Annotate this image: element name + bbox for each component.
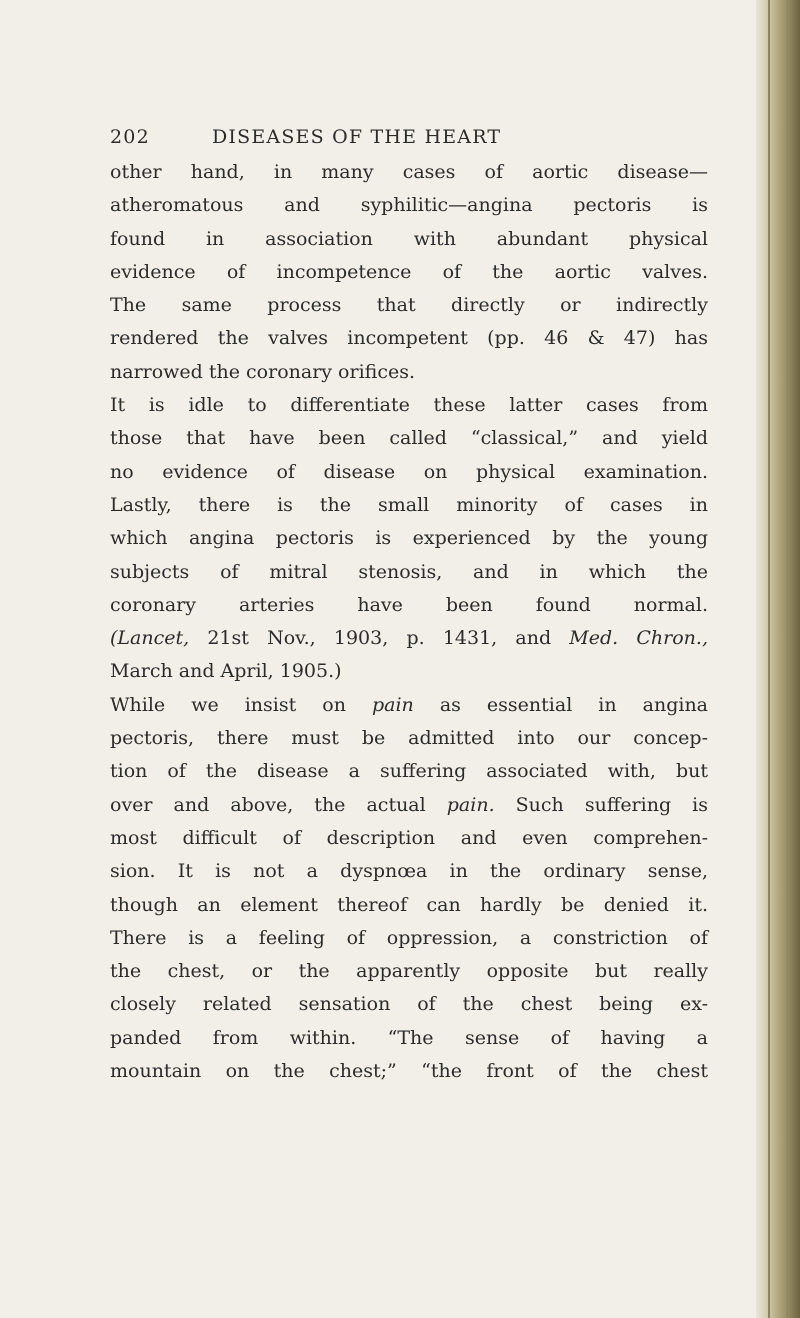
text-segment: 21st Nov., 1903, p. 1431, and	[189, 627, 570, 650]
text-line	[110, 689, 708, 722]
text-segment: over and above, the actual	[110, 793, 447, 816]
page-edge-line	[786, 0, 788, 1318]
text-segment: While we insist on	[110, 693, 372, 716]
text-segment: It is idle to differentiate these latter cases from	[110, 394, 708, 417]
text-line	[110, 456, 708, 489]
text-line	[110, 1022, 708, 1055]
text-segment: which angina pectoris is experienced by the young	[110, 527, 708, 550]
italic-text: Med. Chron.,	[569, 627, 708, 650]
text-line	[110, 489, 708, 522]
page-edge-line	[768, 0, 770, 1318]
text-segment: the chest, or the apparently opposite but really	[110, 960, 708, 983]
text-line	[110, 556, 708, 589]
text-line	[110, 755, 708, 788]
text-line	[110, 522, 708, 555]
text-segment: mountain on the chest;” “the front of the chest	[110, 1060, 708, 1083]
text-segment: March and April, 1905.)	[110, 660, 342, 683]
text-line	[110, 622, 708, 655]
text-segment: most difficult of description and even comprehen-	[110, 826, 708, 849]
text-segment: pectoris, there must be admitted into our concep-	[110, 727, 708, 750]
text-line	[110, 422, 708, 455]
text-line	[110, 256, 708, 289]
text-line	[110, 589, 708, 622]
text-line	[110, 955, 708, 988]
text-segment: closely related sensation of the chest being ex-	[110, 993, 708, 1016]
page-edge-shadow	[756, 0, 800, 1318]
text-line	[110, 389, 708, 422]
text-segment: rendered the valves incompetent (pp. 46 & 47) has	[110, 327, 708, 350]
text-segment: those that have been called “classical,” and yield	[110, 427, 708, 450]
text-segment: Lastly, there is the small minority of cases in	[110, 493, 708, 516]
text-line	[110, 189, 708, 222]
text-segment: sion. It is not a dyspnœa in the ordinary sense,	[110, 860, 708, 883]
italic-text: (Lancet,	[110, 627, 190, 650]
text-line	[110, 889, 708, 922]
text-segment: other hand, in many cases of aortic disease—	[110, 161, 708, 183]
text-segment: The same process that directly or indirectly	[110, 294, 708, 317]
italic-text: pain	[371, 693, 414, 716]
text-segment: tion of the disease a suffering associated with, but	[110, 760, 708, 783]
page-number: 202	[110, 126, 150, 148]
text-segment: panded from within. “The sense of having a	[110, 1026, 708, 1049]
text-segment: evidence of incompetence of the aortic valves.	[110, 260, 708, 283]
text-line	[110, 322, 708, 355]
text-line	[110, 289, 708, 322]
text-segment: Such suffering is	[494, 793, 708, 816]
text-line	[110, 822, 708, 855]
text-line	[110, 156, 708, 189]
text-line	[110, 722, 708, 755]
text-line	[110, 356, 708, 389]
text-line	[110, 922, 708, 955]
text-line	[110, 789, 708, 822]
text-line	[110, 655, 708, 688]
text-segment: atheromatous and syphilitic—angina pectoris is	[110, 194, 708, 217]
text-segment: as essential in angina	[413, 693, 709, 716]
text-segment: There is a feeling of oppression, a constriction of	[110, 926, 708, 949]
running-header	[110, 118, 750, 154]
text-segment: no evidence of disease on physical examination.	[110, 460, 708, 483]
text-segment: though an element thereof can hardly be denied it.	[110, 893, 708, 916]
text-segment: coronary arteries have been found normal.	[110, 593, 708, 616]
text-line	[110, 1055, 708, 1088]
text-line	[110, 988, 708, 1021]
text-segment: narrowed the coronary orifices.	[110, 360, 416, 383]
text-segment: found in association with abundant physical	[110, 227, 708, 250]
body-text	[110, 156, 708, 1088]
text-segment: subjects of mitral stenosis, and in which the	[110, 560, 708, 583]
text-line	[110, 223, 708, 256]
running-title: DISEASES OF THE HEART	[212, 126, 502, 148]
text-line	[110, 855, 708, 888]
italic-text: pain.	[446, 793, 495, 816]
